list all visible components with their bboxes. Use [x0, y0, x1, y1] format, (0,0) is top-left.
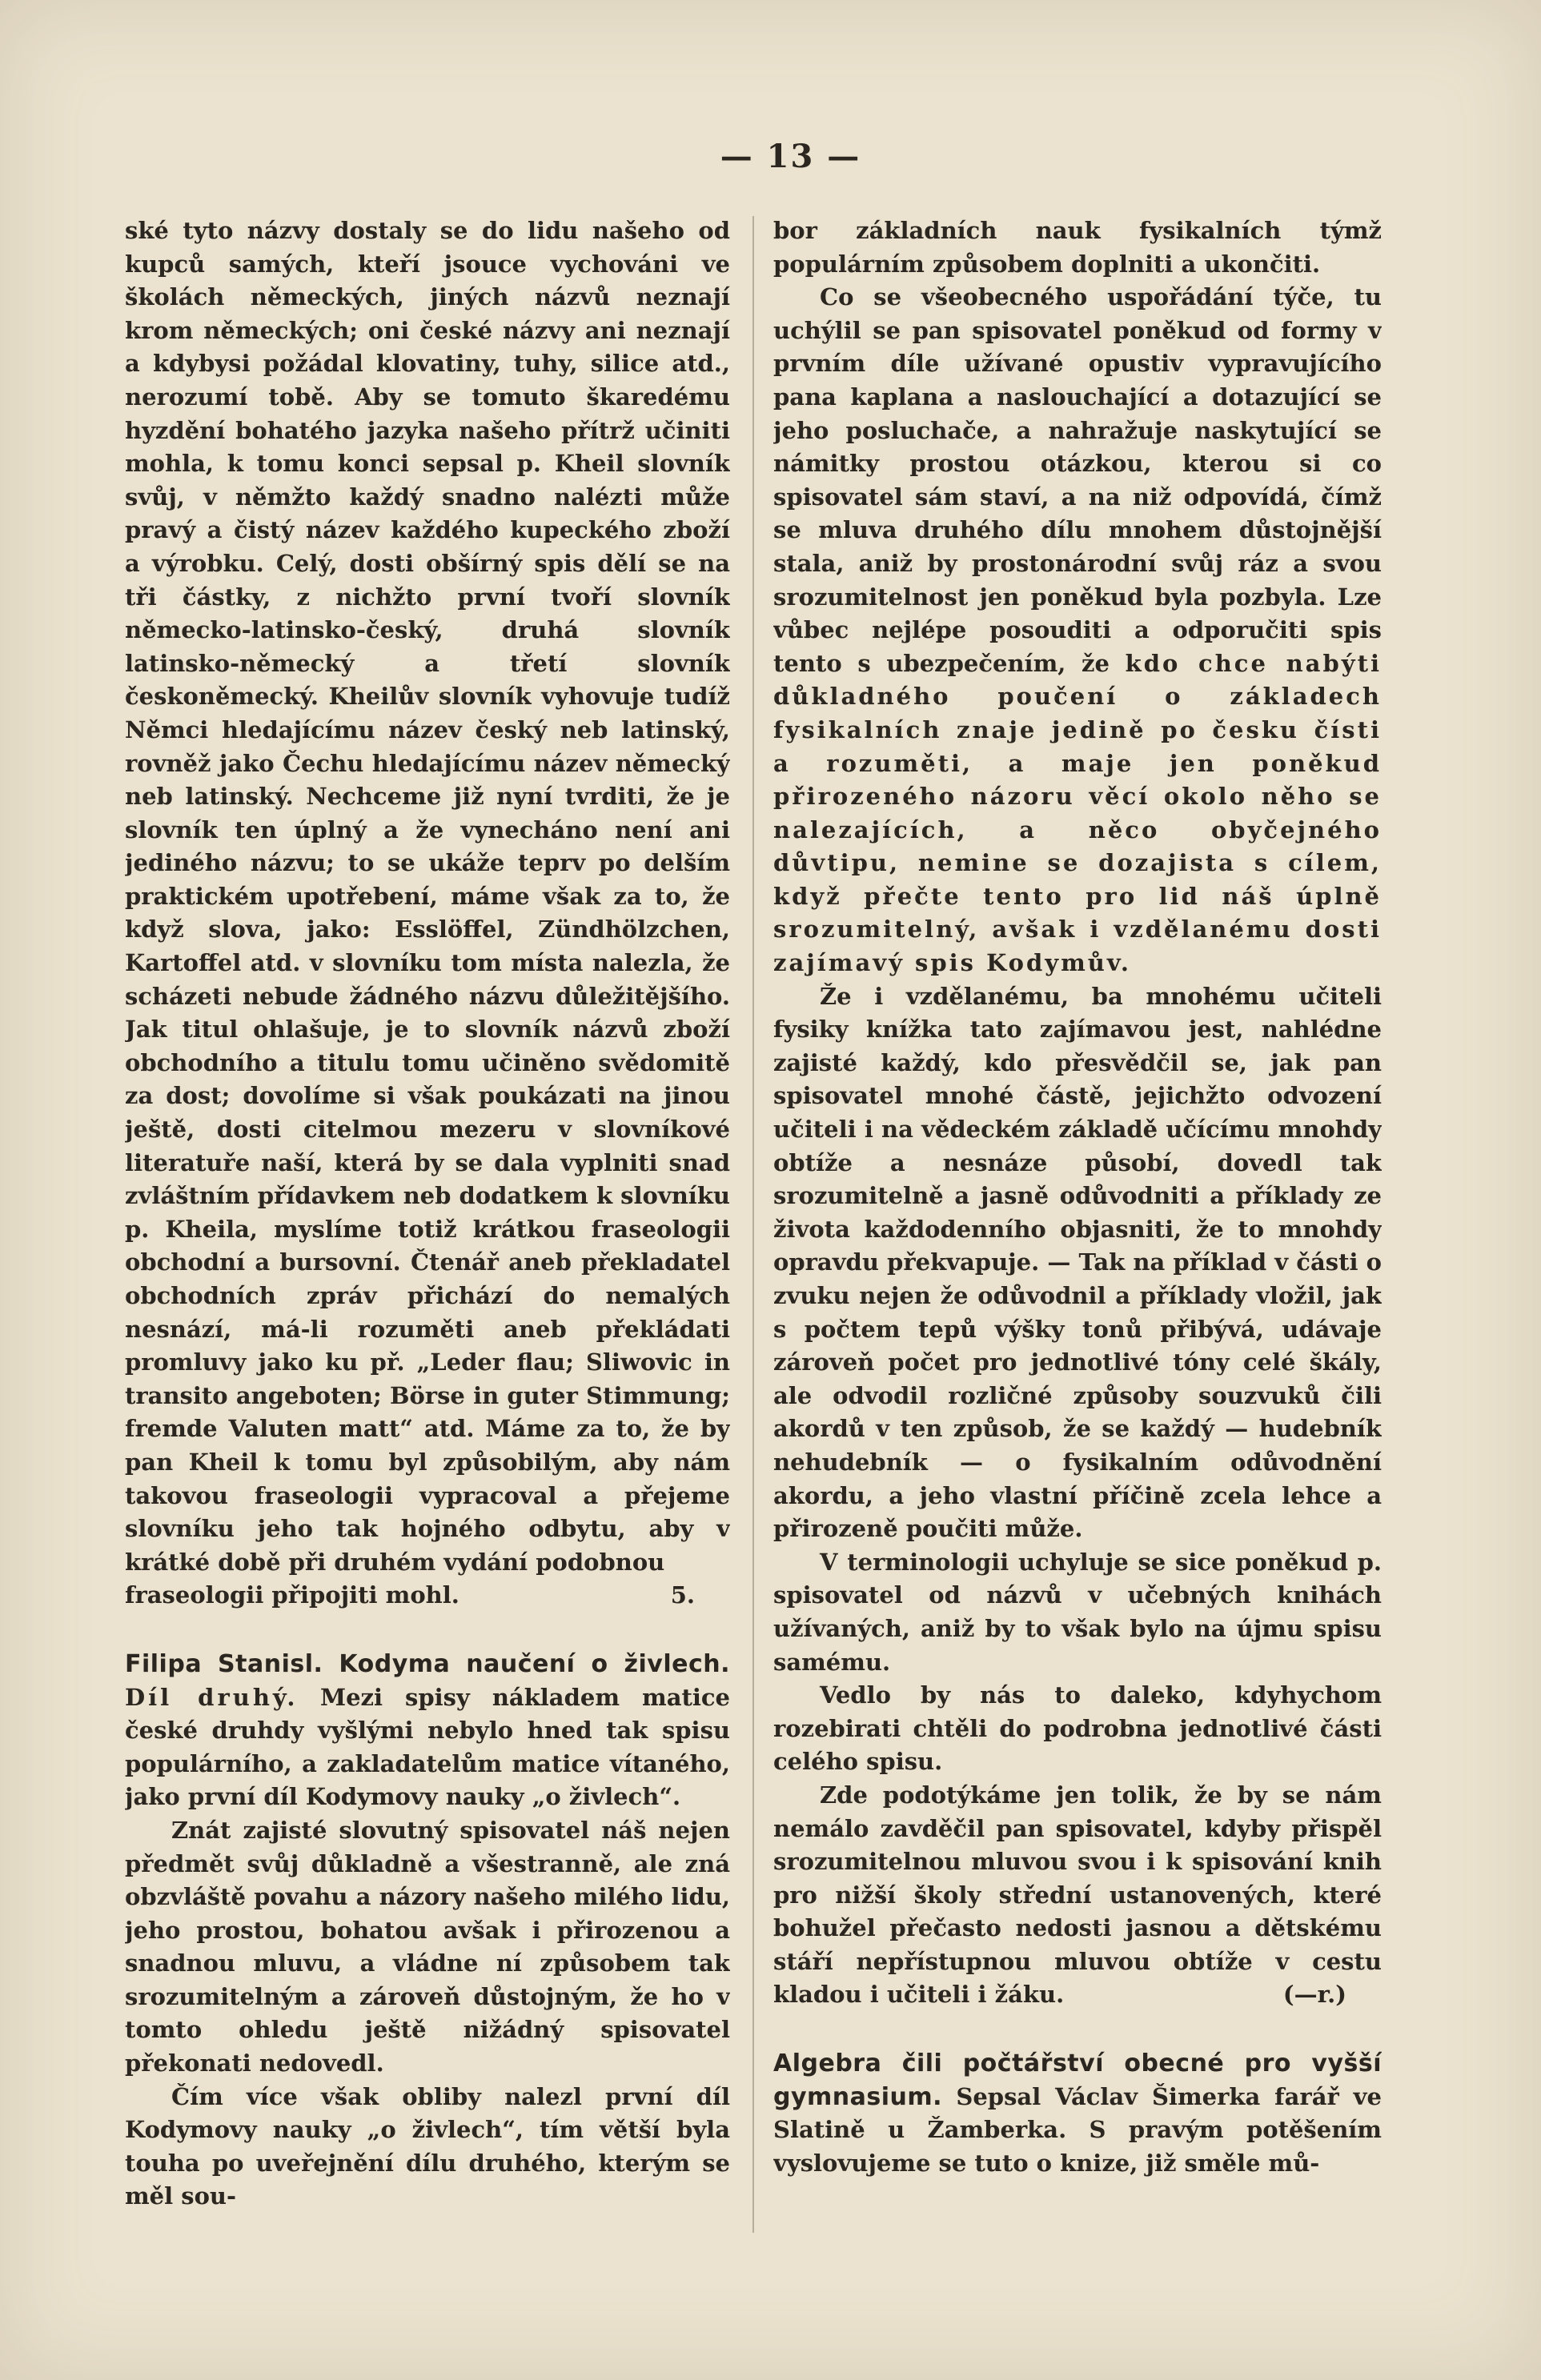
right-paragraph-6 [773, 1779, 1382, 2012]
column-divider [752, 216, 754, 2233]
right-paragraph-6-text: Zde podotýkáme jen tolik, že by se nám nemálo zavděčil pan spisovatel, kdyby přispěl srozumitelnou mluvou svou i k spisování knih pro nižší školy střední ustanovených, které bohužel přečasto nedosti jasnou a dětskému stáří nepřístupnou mluvou obtíže v cestu kladou i učiteli i žáku. [773, 1781, 1382, 2009]
review-kodym-part: Díl druhý. [125, 1683, 299, 1711]
right-paragraph-3: Že i vzdělanému, ba mnohému učiteli fysiky knížka tato zajímavou jest, nahlédne zajisté každý, kdo přesvědčil se, jak pan spisovatel mnohé částě, jejichžto odvození učiteli i na vědeckém základě učícímu mnohdy obtíže a nesnáze působí, dovedl tak srozumitelně a jasně odůvodniti a příklady ze života každodenního objasniti, že to mnohdy opravdu překvapuje. — Tak na příklad v části o zvuku nejen že odůvodnil a příklady vložil, jak s počtem tepů výšky tonů přibývá, udávaje zároveň počet pro jednotlivé tóny celé škály, ale odvodil rozličné způsoby souzvuků čili akordů v ten způsob, že se každý — hudebník nehudebník — o fysikalním odůvodnění akordu, a jeho vlastní příčině zcela lehce a přirozeně poučiti může. [773, 982, 1382, 1543]
review-algebra [773, 2047, 1382, 2180]
left-column [125, 214, 730, 2311]
review-algebra-text: Sepsal Václav Šimerka farář ve Slatině u Žamberka. S pravým potěšením vyslovujeme se tuto o knize, již směle mů- [773, 2082, 1382, 2177]
right-paragraph-5: Vedlo by nás to daleko, kdyhychom rozebirati chtěli do podrobna jednotlivé části celého spisu. [773, 1681, 1382, 1776]
continuation-text: ské tyto názvy dostaly se do lidu našeho od kupců samých, kteří jsouce vychováni ve školách německých, jiných názvů neznají krom německých; oni české názvy ani neznají a kdybysi požádal klovatiny, tuhy, silice atd., nerozumí tobě. Aby se tomuto škaredému hyzdění bohatého jazyka našeho přítrž učiniti mohla, k tomu konci sepsal p. Kheil slovník svůj, v němžto každý snadno nalézti může pravý a čistý název každého kupeckého zboží a výrobku. Celý, dosti obšírný spis dělí se na tři částky, z nichžto první tvoří slovník německo-latinsko-český, druhá slovník latinsko-německý a třetí slovník českoněmecký. Kheilův slovník vyhovuje tudíž Němci hledajícímu název český neb latinský, rovněž jako Čechu hledajícímu název německý neb latinský. Nechceme již nyní tvrditi, že je slovník ten úplný a že vynecháno není ani jediného názvu; to se ukáže teprv po delším praktickém upotřebení, máme však za to, že když slova, jako: Esslöffel, Zündhölzchen, Kartoffel atd. v slovníku tom místa nalezla, že scházeti nebude žádného názvu důležitějšího. Jak titul ohlašuje, je to slovník názvů zboží obchodního a titulu tomu učiněno svědomitě za dost; dovolíme si však poukázati na jinou ještě, dosti citelmou mezeru v slovníkové literatuře naší, která by se dala vyplniti snad zvláštním přídavkem neb dodatkem k slovníku p. Kheila, myslíme totiž krátkou fraseologii obchodní a bursovní. Čtenář aneb překladatel obchodních zpráv přichází do nemalých nesnází, má-li rozuměti aneb překládati promluvy jako ku př. „Leder flau; Sliwovic in transito angeboten; Börse in guter Stimmung; fremde Valuten matt“ atd. Máme za to, že by pan Kheil k tomu byl způsobilým, aby nám takovou fraseologii vypracoval a přejeme slovníku jeho tak hojného odbytu, aby v krátké době při druhém vydání podobnou [125, 217, 730, 1576]
right-paragraph-2-spaced: kdo chce nabýti důkladného poučení o základech fysikalních znaje jedině po česku čísti a rozuměti, a maje jen poněkud přirozeného názoru věcí okolo něho se nalezajících, a něco obyčejného důvtipu, nemine se dozajista s cílem, když přečte tento pro lid náš úplně srozumitelný, avšak i vzdělanému dosti zajímavý spis Kodymův. [773, 649, 1382, 977]
right-paragraph-2 [773, 281, 1382, 980]
right-column [773, 214, 1382, 2311]
right-paragraph-4: V terminologii uchyluje se sice poněkud p. spisovatel od názvů v učebných knihách užívaných, aniž by to však bylo na újmu spisu samému. [773, 1548, 1382, 1676]
right-paragraph-1: bor základních nauk fysikalních týmž populárním způsobem doplniti a ukončiti. [773, 217, 1382, 278]
review-kodym [125, 1648, 730, 1814]
right-paragraph-6-signature: (—r.) [1282, 1981, 1346, 2009]
review-kodym-paragraph-2: Znát zajisté slovutný spisovatel náš nejen předmět svůj důkladně a všestranně, ale zná obzvláště povahu a názory našeho milého lidu, jeho prostou, bohatou avšak i přirozenou a snadnou mluvu, a vládne ní způsobem tak srozumitelným a zároveň důstojným, že ho v tomto ohledu ještě nižádný spisovatel překonati nedovedl. [125, 1816, 730, 2077]
continuation-signature: 5. [670, 1581, 695, 1609]
review-kodym-heading: Filipa Stanisl. Kodyma naučení o živlech. [125, 1649, 730, 1678]
page-number: — 13 — [720, 138, 861, 175]
review-kodym-intro: Mezi spisy nákladem matice české druhdy vyšlými nebylo hned tak spisu populárního, a zakladatelům matice vítaného, jako první díl Kodymovy nauky „o živlech“. [125, 1683, 730, 1811]
continuation-last-line: fraseologii připojiti mohl. [125, 1581, 459, 1609]
review-algebra-heading: Algebra čili počtářství obecné pro vyšší gymnasium. [773, 2049, 1382, 2111]
review-kodym-paragraph-3: Čím více však obliby nalezl první díl Kodymovy nauky „o živlech“, tím větší byla touha po uveřejnění dílu druhého, kterým se měl sou- [125, 2082, 730, 2210]
continuation-paragraph [125, 214, 730, 1613]
right-paragraph-2-start: Co se všeobecného uspořádání týče, tu uchýlil se pan spisovatel poněkud od formy v prvním díle užívané opustiv vypravujícího pana kaplana a naslouchající a dotazující se jeho posluchače, a nahražuje naskytující se námitky prostou otázkou, kterou si co spisovatel sám staví, a na niž odpovídá, čímž se mluva druhého dílu mnohem důstojnější stala, aniž by prostonárodní svůj ráz a svou srozumitelnost jen poněkud byla pozbyla. Lze vůbec nejlépe posouditi a odporučiti spis tento s ubezpečením, že [773, 283, 1382, 677]
continuation-last-line-row [125, 1579, 730, 1613]
